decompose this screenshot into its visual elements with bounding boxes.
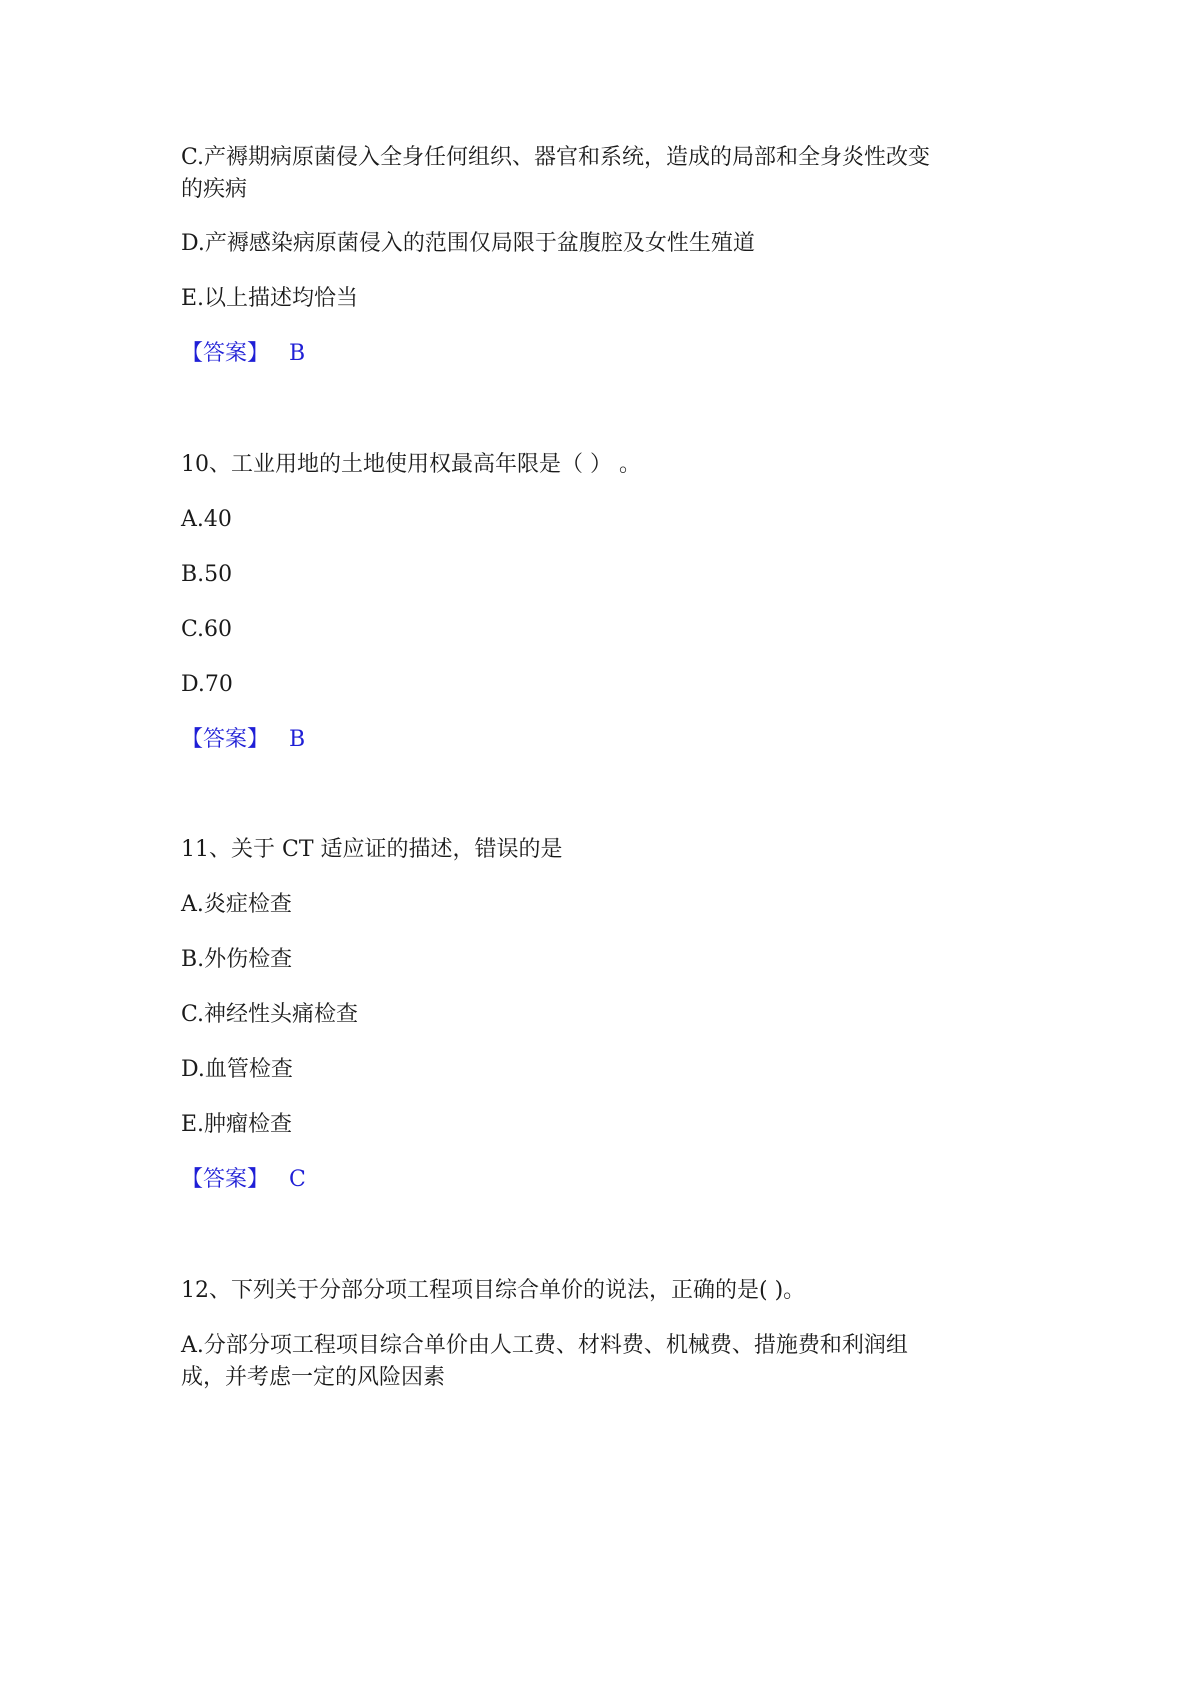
q10-option-a: A.40 — [181, 507, 232, 532]
q11-option-c: C.神经性头痛检查 — [181, 1002, 359, 1027]
q10-question: 10、工业用地的土地使用权最高年限是（ ） 。 — [181, 452, 641, 477]
q9-option-e: E.以上描述均恰当 — [181, 286, 359, 311]
q9-answer — [181, 338, 1041, 370]
q11-option-b: B.外伤检查 — [181, 947, 293, 972]
q11-answer — [181, 1164, 1041, 1196]
q9-option-c-line2: 的疾病 — [181, 177, 248, 202]
q11-option-e: E.肿瘤检查 — [181, 1112, 293, 1137]
q10-option-b: B.50 — [181, 562, 233, 587]
q11-answer-value: C — [289, 1167, 306, 1192]
q11-question: 11、关于 CT 适应证的描述，错误的是 — [181, 837, 563, 862]
q10-option-d: D.70 — [181, 672, 233, 697]
q9-answer-label: 【答案】 — [181, 341, 270, 366]
q10-option-c: C.60 — [181, 617, 233, 642]
q10-answer-label: 【答案】 — [181, 727, 270, 752]
q9-option-d: D.产褥感染病原菌侵入的范围仅局限于盆腹腔及女性生殖道 — [181, 231, 755, 256]
q12-option-a-line1: A.分部分项工程项目综合单价由人工费、材料费、机械费、措施费和利润组 — [181, 1333, 908, 1358]
q10-answer-value: B — [289, 727, 306, 752]
q9-answer-value: B — [289, 341, 306, 366]
q9-option-c-line1: C.产褥期病原菌侵入全身任何组织、器官和系统，造成的局部和全身炎性改变 — [181, 145, 931, 170]
q11-option-d: D.血管检查 — [181, 1057, 293, 1082]
q12-option-a-line2: 成，并考虑一定的风险因素 — [181, 1365, 446, 1390]
q10-answer — [181, 724, 1041, 756]
q11-option-a: A.炎症检查 — [181, 892, 292, 917]
q12-question: 12、下列关于分部分项工程项目综合单价的说法，正确的是( )。 — [181, 1278, 806, 1303]
q11-answer-label: 【答案】 — [181, 1167, 270, 1192]
